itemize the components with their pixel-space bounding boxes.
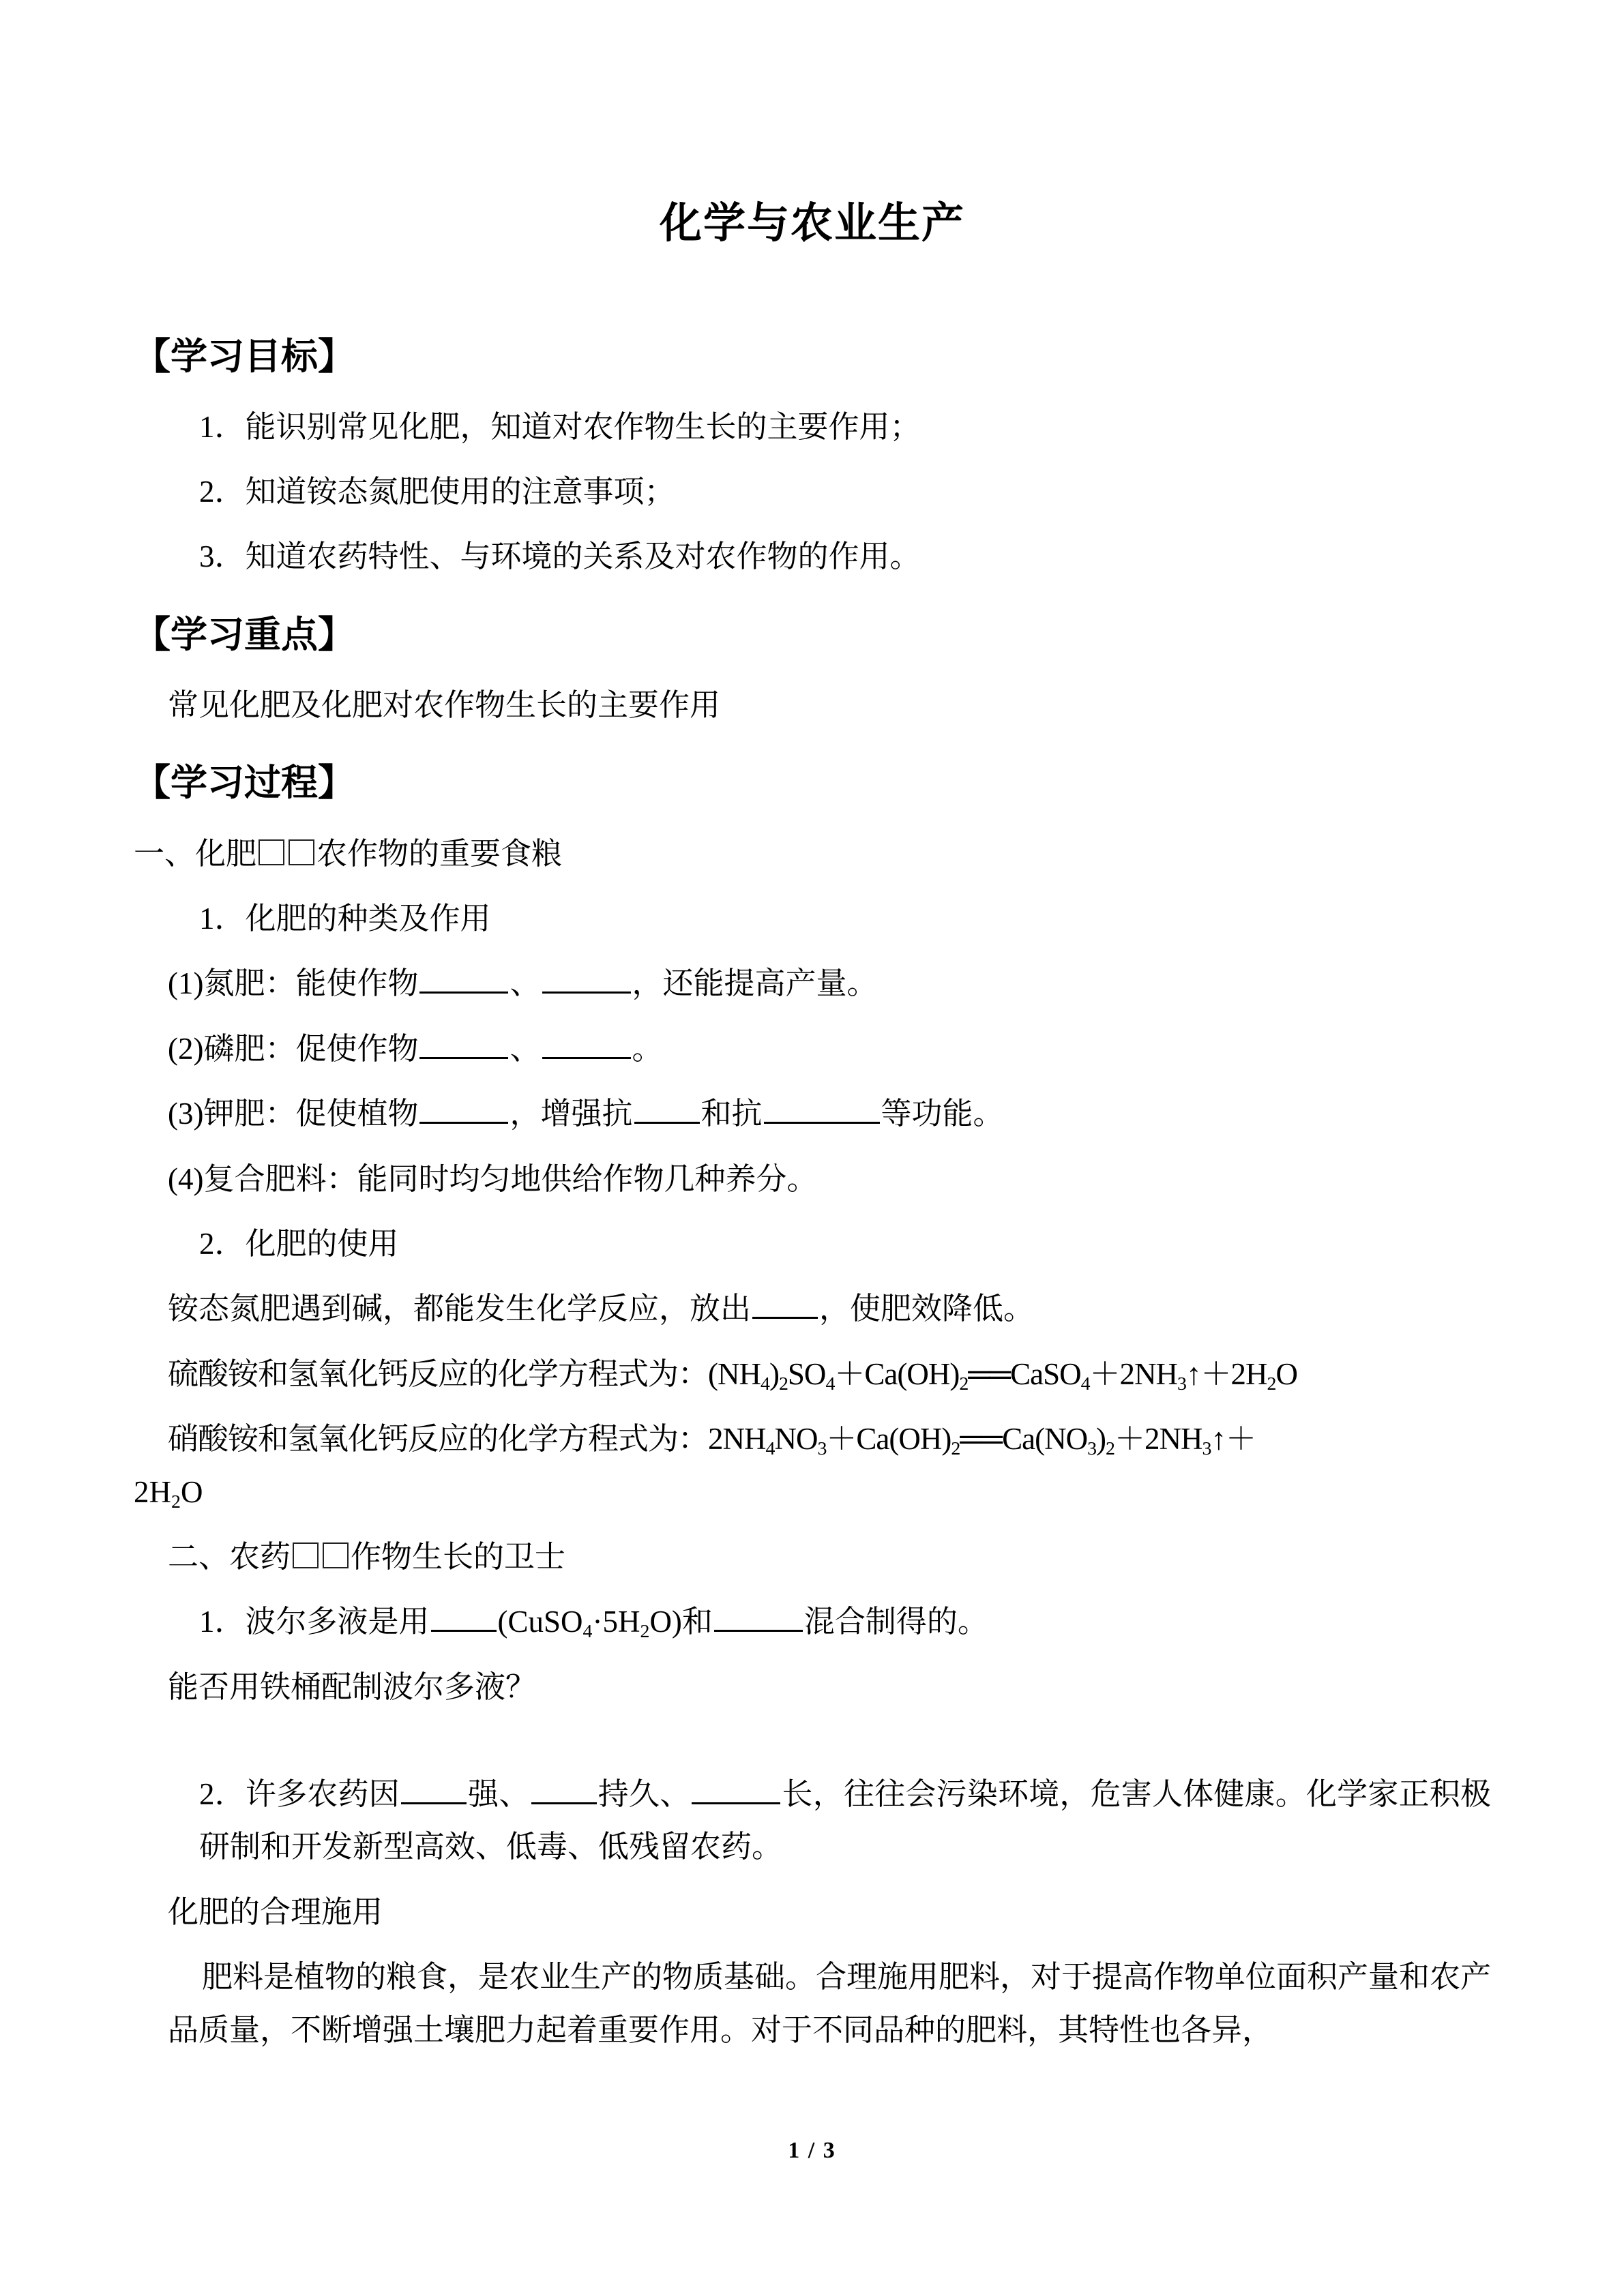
equation-2-label: 硝酸铵和氢氧化钙反应的化学方程式为： <box>168 1422 709 1457</box>
item1-text-c: ，还能提高产量。 <box>632 966 878 1001</box>
blank-input[interactable] <box>419 961 508 994</box>
page-content <box>134 0 1491 2057</box>
section-heading-process: 【学习过程】 <box>134 762 355 804</box>
equation-row-ammonium-nitrate <box>134 1413 1491 1465</box>
pesticide-text-a: 2．许多农药因 <box>199 1777 400 1812</box>
blank-input[interactable] <box>714 1599 803 1632</box>
blank-input[interactable] <box>431 1599 497 1632</box>
fertilizer-item-phosphorus <box>134 1023 1491 1075</box>
bordeaux-text-a: 1．波尔多液是用 <box>199 1605 430 1639</box>
part-one-sub2-title: 2．化肥的使用 <box>199 1226 399 1261</box>
blank-input[interactable] <box>531 1772 597 1804</box>
part-two-title-before: 二、农药 <box>168 1539 291 1574</box>
item1-text-b: 、 <box>510 966 541 1001</box>
fertilizer-item-compound: (4)复合肥料：能同时均匀地供给作物几种养分。 <box>168 1161 818 1196</box>
blank-input[interactable] <box>419 1091 508 1124</box>
bordeaux-text-c: 混合制得的。 <box>803 1605 988 1639</box>
tofu-box-icon <box>259 839 284 865</box>
tofu-box-icon <box>323 1542 349 1568</box>
section-heading-objectives: 【学习目标】 <box>134 336 355 377</box>
rational-use-subtitle: 化肥的合理施用 <box>168 1894 383 1929</box>
blank-input[interactable] <box>542 1026 631 1059</box>
page-footer: 1 / 3 <box>788 2138 836 2163</box>
pesticide-text-d: 长，往往会污染环境，危害人体健康。化学家正积极研制和开发新型高效、低毒、低残留农药。 <box>199 1777 1491 1864</box>
usage-text-b: ，使肥效降低。 <box>819 1292 1035 1326</box>
objective-item-2: 2．知道铵态氮肥使用的注意事项； <box>199 475 675 509</box>
objective-item-1: 1．能识别常见化肥，知道对农作物生长的主要作用； <box>199 409 921 444</box>
part-one-title <box>134 828 1491 880</box>
item2-text-a: (2)磷肥：促使作物 <box>168 1031 419 1066</box>
blank-input[interactable] <box>401 1772 467 1804</box>
item3-text-b: ，增强抗 <box>510 1097 633 1131</box>
fertilizer-usage-note <box>134 1283 1491 1335</box>
item2-text-c: 。 <box>632 1031 663 1066</box>
pesticide-text-b: 强、 <box>467 1777 530 1812</box>
item2-text-b: 、 <box>510 1031 541 1066</box>
key-points-body: 常见化肥及化肥对农作物生长的主要作用 <box>168 688 721 723</box>
blank-input[interactable] <box>634 1091 700 1124</box>
pesticide-text-c: 持久、 <box>597 1777 691 1812</box>
fertilizer-item-potassium <box>134 1088 1491 1140</box>
blank-input[interactable] <box>764 1091 880 1124</box>
tofu-box-icon <box>289 839 314 865</box>
bordeaux-mixture-item <box>134 1596 1491 1648</box>
blank-input[interactable] <box>692 1772 780 1804</box>
spacer-blank-line <box>134 1714 1491 1756</box>
equation-2-overflow: $2H_2O$ <box>134 1474 203 1512</box>
fertilizer-item-nitrogen <box>134 957 1491 1010</box>
equation-1-formula: $(NH_4)_2SO_4+Ca(OH)_2══CaSO_4+2NH_3↑+2H_2O$ <box>708 1356 1297 1395</box>
tofu-box-icon <box>293 1542 319 1568</box>
part-one-sub1-title: 1．化肥的种类及作用 <box>199 901 491 936</box>
equation-2-formula: $2NH_4NO_3+Ca(OH)_2══Ca(NO_3)_2+2NH_3↑+$ <box>708 1422 1256 1459</box>
section-heading-key-points: 【学习重点】 <box>134 614 355 655</box>
pesticide-item <box>134 1768 1491 1874</box>
part-two-title-after: 作物生长的卫士 <box>351 1539 566 1574</box>
part-one-title-after: 农作物的重要食粮 <box>316 836 563 871</box>
blank-input[interactable] <box>542 961 631 994</box>
bordeaux-question: 能否用铁桶配制波尔多液？ <box>168 1669 537 1704</box>
rational-use-body: 肥料是植物的粮食，是农业生产的物质基础。合理施用肥料，对于提高作物单位面积产量和农产品质量，不断增强土壤肥力起着重要作用。对于不同品种的肥料，其特性也各异， <box>168 1960 1492 2047</box>
copper-sulfate-formula: $(CuSO_4\cdot 5H_2O)$和 <box>497 1605 713 1643</box>
equation-2-formula-continued <box>134 1466 1491 1519</box>
item3-text-d: 等功能。 <box>881 1097 1004 1131</box>
objective-item-3: 3．知道农药特性、与环境的关系及对农作物的作用。 <box>199 539 921 574</box>
page-title: 化学与农业生产 <box>659 200 965 247</box>
usage-text-a: 铵态氮肥遇到碱，都能发生化学反应，放出 <box>168 1292 752 1326</box>
blank-input[interactable] <box>419 1026 508 1059</box>
item3-text-c: 和抗 <box>700 1097 763 1131</box>
blank-input[interactable] <box>752 1286 818 1319</box>
item1-text-a: (1)氮肥：能使作物 <box>168 966 419 1001</box>
part-two-title <box>134 1531 1491 1583</box>
equation-row-ammonium-sulfate <box>134 1348 1491 1401</box>
equation-1-label: 硫酸铵和氢氧化钙反应的化学方程式为： <box>168 1356 709 1391</box>
part-one-title-before: 一、化肥 <box>134 836 257 871</box>
item3-text-a: (3)钾肥：促使植物 <box>168 1097 419 1131</box>
